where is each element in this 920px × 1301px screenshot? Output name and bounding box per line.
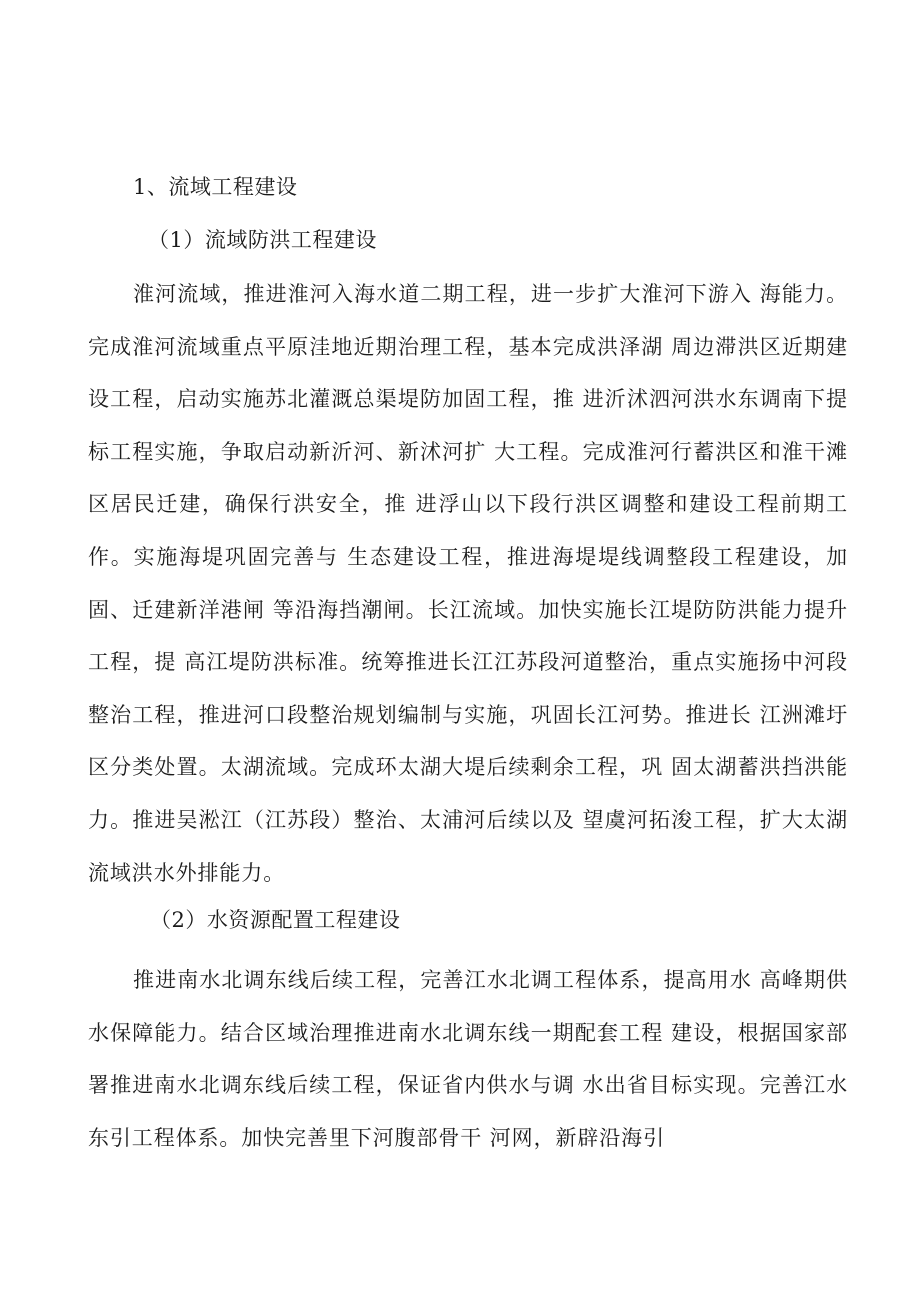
- section-heading: 1、流域工程建设: [133, 175, 298, 199]
- paragraph-water-allocation: 推进南水北调东线后续工程，完善江水北调工程体系，提高用水 高峰期供水保障能力。结合区域治理推进南水北调东线一期配套工程 建设，根据国家部署推进南水北调东线后续工程，保证省内供水与调 水出省目标实现。完善江水东引工程体系。加快完善里下河腹部骨干 河网，新辟沿海引: [88, 968, 848, 1150]
- subsection-heading-water-allocation: （2）水资源配置工程建设: [150, 908, 401, 932]
- subsection-heading-flood-control: （1）流域防洪工程建设: [148, 228, 377, 252]
- paragraph-flood-control: 淮河流域，推进淮河入海水道二期工程，进一步扩大淮河下游入 海能力。完成淮河流域重点平原洼地近期治理工程，基本完成洪泽湖 周边滞洪区近期建设工程，启动实施苏北灌溉总渠堤防加固工程，推 进沂沭泗河洪水东调南下提标工程实施，争取启动新沂河、新沭河扩 大工程。完成淮河行蓄洪区和淮干滩区居民迁建，确保行洪安全，推 进浮山以下段行洪区调整和建设工程前期工作。实施海堤巩固完善与 生态建设工程，推进海堤堤线调整段工程建设，加固、迁建新洋港闸 等沿海挡潮闸。长江流域。加快实施长江堤防防洪能力提升工程，提 高江堤防洪标准。统筹推进长江江苏段河道整治，重点实施扬中河段 整治工程，推进河口段整治规划编制与实施，巩固长江河势。推进长 江洲滩圩区分类处置。太湖流域。完成环太湖大堤后续剩余工程，巩 固太湖蓄洪挡洪能力。推进吴淞江（江苏段）整治、太浦河后续以及 望虞河拓浚工程，扩大太湖流域洪水外排能力。: [88, 282, 848, 885]
